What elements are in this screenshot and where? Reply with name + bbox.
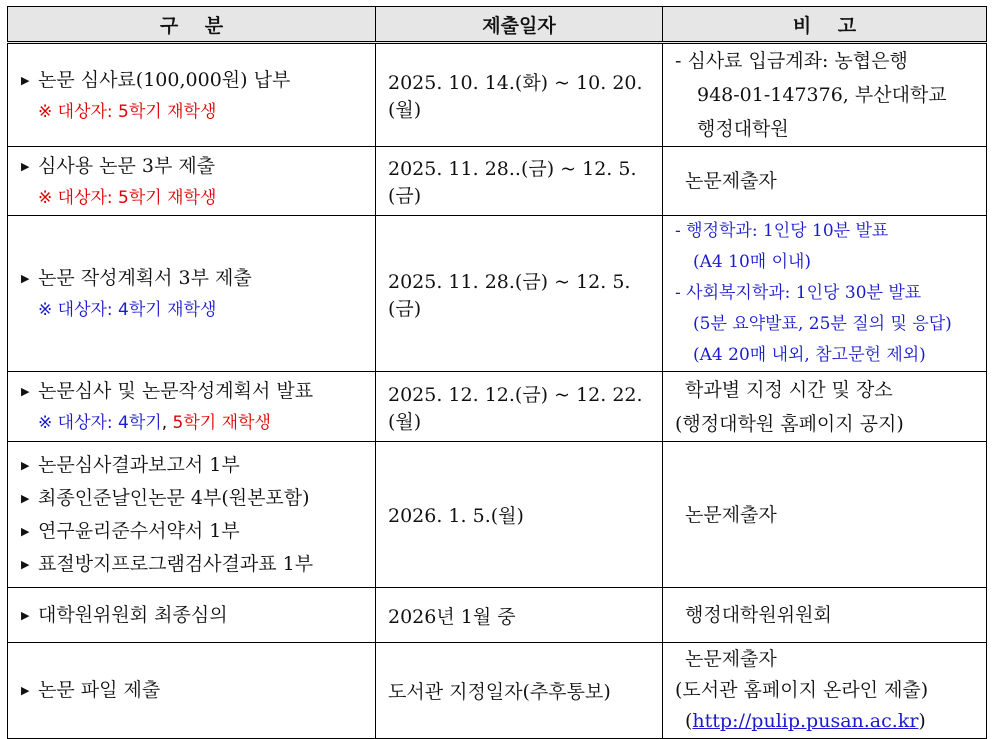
date-cell: 2025. 11. 28..(금) ~ 12. 5.(금) [376, 147, 663, 216]
remark-line: (A4 20매 내외, 참고문헌 제외) [693, 345, 926, 365]
category-cell [8, 43, 376, 147]
target-note: ※ 대상자: 5학기 재학생 [38, 101, 217, 122]
category-cell [8, 372, 376, 442]
remarks-cell [663, 442, 987, 588]
remarks-cell [663, 43, 987, 147]
table-row [8, 643, 987, 739]
header-category: 구 분 [8, 7, 376, 43]
header-remarks: 비 고 [663, 7, 987, 43]
list-item: ▶ 심사용 논문 3부 제출 [38, 150, 375, 183]
category-cell [8, 588, 376, 643]
remarks-cell [663, 643, 987, 739]
category-cell [8, 216, 376, 372]
triangle-bullet-icon: ▶ [21, 491, 30, 505]
list-item: ▶ 연구윤리준수서약서 1부 [38, 515, 375, 548]
remark-line: 논문제출자 [685, 503, 777, 526]
list-item: ▶ 논문심사 및 논문작성계획서 발표 [38, 375, 375, 408]
remarks-cell [663, 372, 987, 442]
triangle-bullet-icon: ▶ [21, 458, 30, 472]
target-note: ※ 대상자: 5학기 재학생 [38, 187, 217, 208]
table-row [8, 43, 987, 147]
remark-line: 논문제출자 [685, 170, 777, 192]
table-row [8, 442, 987, 588]
triangle-bullet-icon: ▶ [21, 159, 30, 173]
remark-line: 학과별 지정 시간 및 장소 [685, 378, 893, 401]
triangle-bullet-icon: ▶ [21, 557, 30, 571]
table-row [8, 372, 987, 442]
triangle-bullet-icon: ▶ [21, 73, 30, 87]
remark-line: 논문제출자 [685, 648, 777, 670]
remark-line: 행정대학원 [697, 118, 789, 140]
list-item: ▶ 표절방지프로그램검사결과표 1부 [38, 548, 375, 581]
list-item: ▶ 대학원위원회 최종심의 [38, 599, 375, 632]
category-cell [8, 442, 376, 588]
category-cell [8, 643, 376, 739]
remark-line: (5분 요약발표, 25분 질의 및 응답) [693, 314, 952, 334]
remark-line: 행정대학원위원회 [685, 604, 832, 626]
date-cell: 2025. 12. 12.(금) ~ 12. 22.(월) [376, 372, 663, 442]
remark-line: - 행정학과: 1인당 10분 발표 [675, 221, 889, 241]
target-note: ※ 대상자: 4학기 재학생 [38, 300, 217, 320]
list-item: ▶ 논문심사결과보고서 1부 [38, 449, 375, 482]
triangle-bullet-icon: ▶ [21, 272, 30, 285]
list-item: ▶ 논문 심사료(100,000원) 납부 [38, 64, 375, 97]
triangle-bullet-icon: ▶ [21, 385, 30, 398]
remark-line: 948-01-147376, 부산대학교 [697, 84, 947, 106]
table-row [8, 216, 987, 372]
date-cell: 2026. 1. 5.(월) [376, 442, 663, 588]
date-cell: 2026년 1월 중 [376, 588, 663, 643]
triangle-bullet-icon: ▶ [21, 684, 30, 697]
remark-line: - 심사료 입금계좌: 농협은행 [675, 50, 908, 72]
schedule-table [7, 6, 987, 739]
header-submission-date: 제출일자 [376, 7, 663, 43]
triangle-bullet-icon: ▶ [21, 608, 30, 622]
remark-line: (http://pulip.pusan.ac.kr) [685, 710, 926, 732]
remarks-cell [663, 588, 987, 643]
triangle-bullet-icon: ▶ [21, 524, 30, 538]
date-cell: 2025. 10. 14.(화) ~ 10. 20.(월) [376, 43, 663, 147]
table-row [8, 588, 987, 643]
target-note: ※ 대상자: 4학기, 5학기 재학생 [38, 413, 271, 433]
category-cell [8, 147, 376, 216]
table-row [8, 147, 987, 216]
date-cell: 도서관 지정일자(추후통보) [376, 643, 663, 739]
remark-line: - 사회복지학과: 1인당 30분 발표 [675, 283, 922, 303]
remarks-cell [663, 216, 987, 372]
library-website-link[interactable]: http://pulip.pusan.ac.kr [692, 710, 919, 732]
list-item: ▶ 논문 파일 제출 [38, 674, 375, 707]
remark-line: (행정대학원 홈페이지 공지) [675, 412, 904, 435]
remark-line: (도서관 홈페이지 온라인 제출) [675, 679, 929, 701]
remarks-cell [663, 147, 987, 216]
date-cell: 2025. 11. 28.(금) ~ 12. 5.(금) [376, 216, 663, 372]
list-item: ▶ 논문 작성계획서 3부 제출 [38, 262, 375, 295]
table-header-row [8, 7, 987, 43]
list-item: ▶ 최종인준날인논문 4부(원본포함) [38, 482, 375, 515]
remark-line: (A4 10매 이내) [693, 252, 812, 272]
